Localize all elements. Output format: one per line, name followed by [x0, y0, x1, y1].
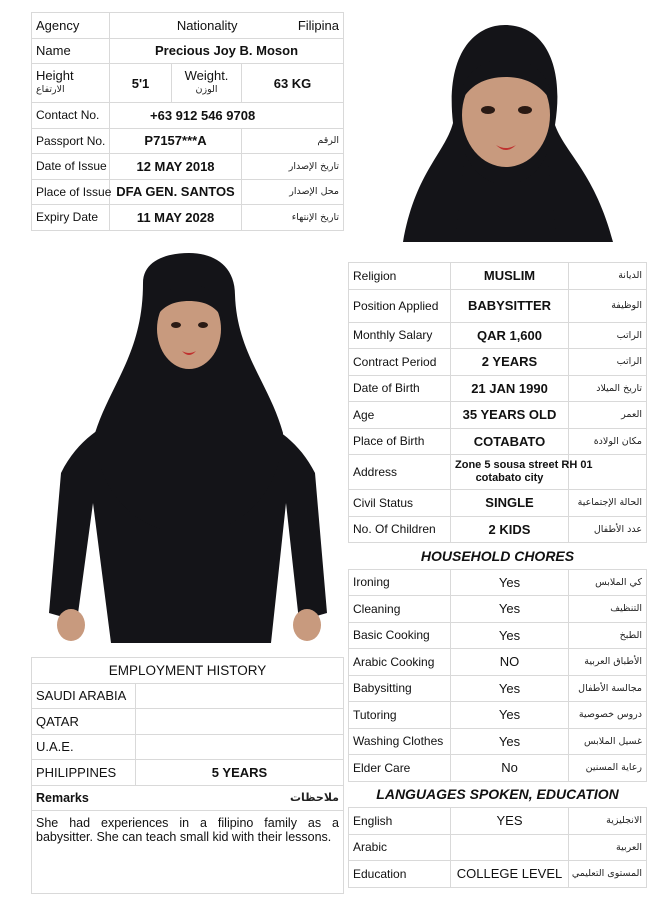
languages-title: LANGUAGES SPOKEN, EDUCATION [349, 781, 647, 808]
details-row [349, 455, 647, 490]
employment-duration [136, 683, 344, 709]
issue-value: 12 MAY 2018 [110, 154, 242, 180]
employment-row [32, 734, 344, 760]
details-value: YES [451, 808, 569, 835]
details-value: No [451, 755, 569, 782]
details-label-ar: عدد الأطفال [569, 516, 647, 543]
details-row [349, 755, 647, 782]
remarks-header-row [32, 785, 344, 811]
details-row [349, 322, 647, 349]
details-label: Basic Cooking [349, 622, 451, 649]
details-row [349, 675, 647, 702]
height-value: 5'1 [110, 64, 172, 103]
address-line: Zone 5 sousa street RH 01 [455, 459, 593, 471]
details-label: Contract Period [349, 349, 451, 376]
details-row [349, 834, 647, 861]
details-label: Position Applied [349, 289, 451, 322]
employment-history-table [31, 657, 344, 894]
details-label: Education [349, 861, 451, 888]
details-row [349, 375, 647, 402]
portrait-photo [375, 13, 617, 242]
details-label-ar: مجالسة الأطفال [569, 675, 647, 702]
details-row [349, 516, 647, 543]
employment-country: QATAR [32, 709, 136, 735]
details-value: Yes [451, 702, 569, 729]
details-label: Monthly Salary [349, 322, 451, 349]
employment-header-row [32, 658, 344, 684]
place-issue-row [32, 179, 344, 205]
details-label-ar: العربية [569, 834, 647, 861]
details-row [349, 402, 647, 429]
details-label-ar: الأطباق العربية [569, 649, 647, 676]
personal-info-table [31, 12, 344, 231]
languages-title-row [349, 781, 647, 808]
height-label: Height [36, 68, 74, 83]
issue-label-ar: تاريخ الإصدار [242, 154, 344, 180]
details-row [349, 702, 647, 729]
employment-row [32, 709, 344, 735]
passport-row [32, 128, 344, 154]
agency-label: Agency [32, 13, 110, 39]
details-row [349, 808, 647, 835]
details-value: Yes [451, 596, 569, 623]
employment-duration [136, 709, 344, 735]
details-value: 2 KIDS [451, 516, 569, 543]
details-label: Arabic Cooking [349, 649, 451, 676]
full-body-photo [31, 243, 343, 652]
issue-date-row [32, 154, 344, 180]
issue-label: Date of Issue [32, 154, 110, 180]
contact-value: +63 912 546 9708 [110, 103, 344, 129]
details-label-ar: الراتب [569, 322, 647, 349]
details-label-ar: كي الملابس [569, 569, 647, 596]
height-label-ar: الارتفاع [36, 84, 65, 95]
weight-value: 63 KG [242, 64, 344, 103]
details-row [349, 428, 647, 455]
details-row [349, 289, 647, 322]
details-row [349, 569, 647, 596]
details-label: Place of Birth [349, 428, 451, 455]
passport-label: Passport No. [32, 128, 110, 154]
contact-row [32, 103, 344, 129]
contact-label: Contact No. [32, 103, 110, 129]
employment-row [32, 760, 344, 786]
details-label: Babysitting [349, 675, 451, 702]
height-label-cell [32, 64, 110, 103]
place-issue-label-ar: محل الإصدار [242, 179, 344, 205]
details-value: QAR 1,600 [451, 322, 569, 349]
details-label: Address [349, 455, 451, 490]
name-value: Precious Joy B. Moson [110, 38, 344, 64]
details-label: Age [349, 402, 451, 429]
remarks-label: Remarks [32, 785, 240, 811]
details-label: Religion [349, 263, 451, 290]
nationality-value: Filipina [242, 13, 344, 39]
details-label-ar: الراتب [569, 349, 647, 376]
details-row [349, 349, 647, 376]
weight-label-cell [172, 64, 242, 103]
expiry-value: 11 MAY 2028 [110, 205, 242, 231]
details-label-ar: الانجليزية [569, 808, 647, 835]
expiry-label: Expiry Date [32, 205, 110, 231]
details-value: 2 YEARS [451, 349, 569, 376]
details-value: BABYSITTER [451, 289, 569, 322]
details-label: Date of Birth [349, 375, 451, 402]
details-label: Arabic [349, 834, 451, 861]
employment-country: U.A.E. [32, 734, 136, 760]
details-value: Yes [451, 569, 569, 596]
details-row [349, 861, 647, 888]
details-label: Tutoring [349, 702, 451, 729]
details-label-ar: المستوى التعليمي [569, 861, 647, 888]
details-row [349, 490, 647, 517]
expiry-label-ar: تاريخ الإنتهاء [242, 205, 344, 231]
place-issue-label: Place of Issue [32, 179, 110, 205]
details-row [349, 263, 647, 290]
remarks-row [32, 811, 344, 894]
details-label-ar: تاريخ الميلاد [569, 375, 647, 402]
remarks-label-ar: ملاحظات [240, 785, 344, 811]
details-label-ar: الحالة الإجتماعية [569, 490, 647, 517]
passport-value: P7157***A [110, 128, 242, 154]
details-label-ar: العمر [569, 402, 647, 429]
weight-label: Weight. [184, 68, 229, 83]
address-line: cotabato city [475, 472, 544, 484]
employment-duration [136, 734, 344, 760]
details-label: English [349, 808, 451, 835]
details-label: Cleaning [349, 596, 451, 623]
details-label-ar: الوظيفة [569, 289, 647, 322]
employment-country: SAUDI ARABIA [32, 683, 136, 709]
details-label: Civil Status [349, 490, 451, 517]
details-label: Washing Clothes [349, 728, 451, 755]
weight-label-ar: الوزن [195, 84, 218, 95]
details-value [451, 834, 569, 861]
details-label-ar: مكان الولادة [569, 428, 647, 455]
details-value [451, 455, 593, 490]
details-value: Yes [451, 728, 569, 755]
details-label: Elder Care [349, 755, 451, 782]
details-row [349, 649, 647, 676]
details-value: MUSLIM [451, 263, 569, 290]
details-value: COLLEGE LEVEL [451, 861, 569, 888]
details-label-ar: الطبخ [569, 622, 647, 649]
name-row [32, 38, 344, 64]
details-label: Ironing [349, 569, 451, 596]
employment-title: EMPLOYMENT HISTORY [32, 658, 344, 684]
details-value: Yes [451, 622, 569, 649]
details-value: COTABATO [451, 428, 569, 455]
details-value: 35 YEARS OLD [451, 402, 569, 429]
household-chores-title: HOUSEHOLD CHORES [349, 543, 647, 570]
details-value: NO [451, 649, 569, 676]
height-weight-row [32, 64, 344, 103]
details-row [349, 622, 647, 649]
details-label: No. Of Children [349, 516, 451, 543]
agency-row [32, 13, 344, 39]
household-chores-title-row [349, 543, 647, 570]
details-table [348, 262, 647, 888]
employment-country: PHILIPPINES [32, 760, 136, 786]
details-value: Yes [451, 675, 569, 702]
nationality-label: Nationality [110, 13, 242, 39]
passport-label-ar: الرقم [242, 128, 344, 154]
remarks-text: She had experiences in a filipino family as a babysitter. She can teach small kid with their lessons. [32, 811, 344, 894]
details-body [349, 263, 647, 888]
details-label-ar: دروس خصوصية [569, 702, 647, 729]
details-value: 21 JAN 1990 [451, 375, 569, 402]
details-label-ar: رعاية المسنين [569, 755, 647, 782]
details-row [349, 596, 647, 623]
details-label-ar: غسيل الملابس [569, 728, 647, 755]
details-row [349, 728, 647, 755]
employment-duration: 5 YEARS [136, 760, 344, 786]
name-label: Name [32, 38, 110, 64]
expiry-row [32, 205, 344, 231]
details-label-ar: التنظيف [569, 596, 647, 623]
details-label-ar: الديانة [569, 263, 647, 290]
place-issue-value: DFA GEN. SANTOS [110, 179, 242, 205]
employment-row [32, 683, 344, 709]
details-value: SINGLE [451, 490, 569, 517]
